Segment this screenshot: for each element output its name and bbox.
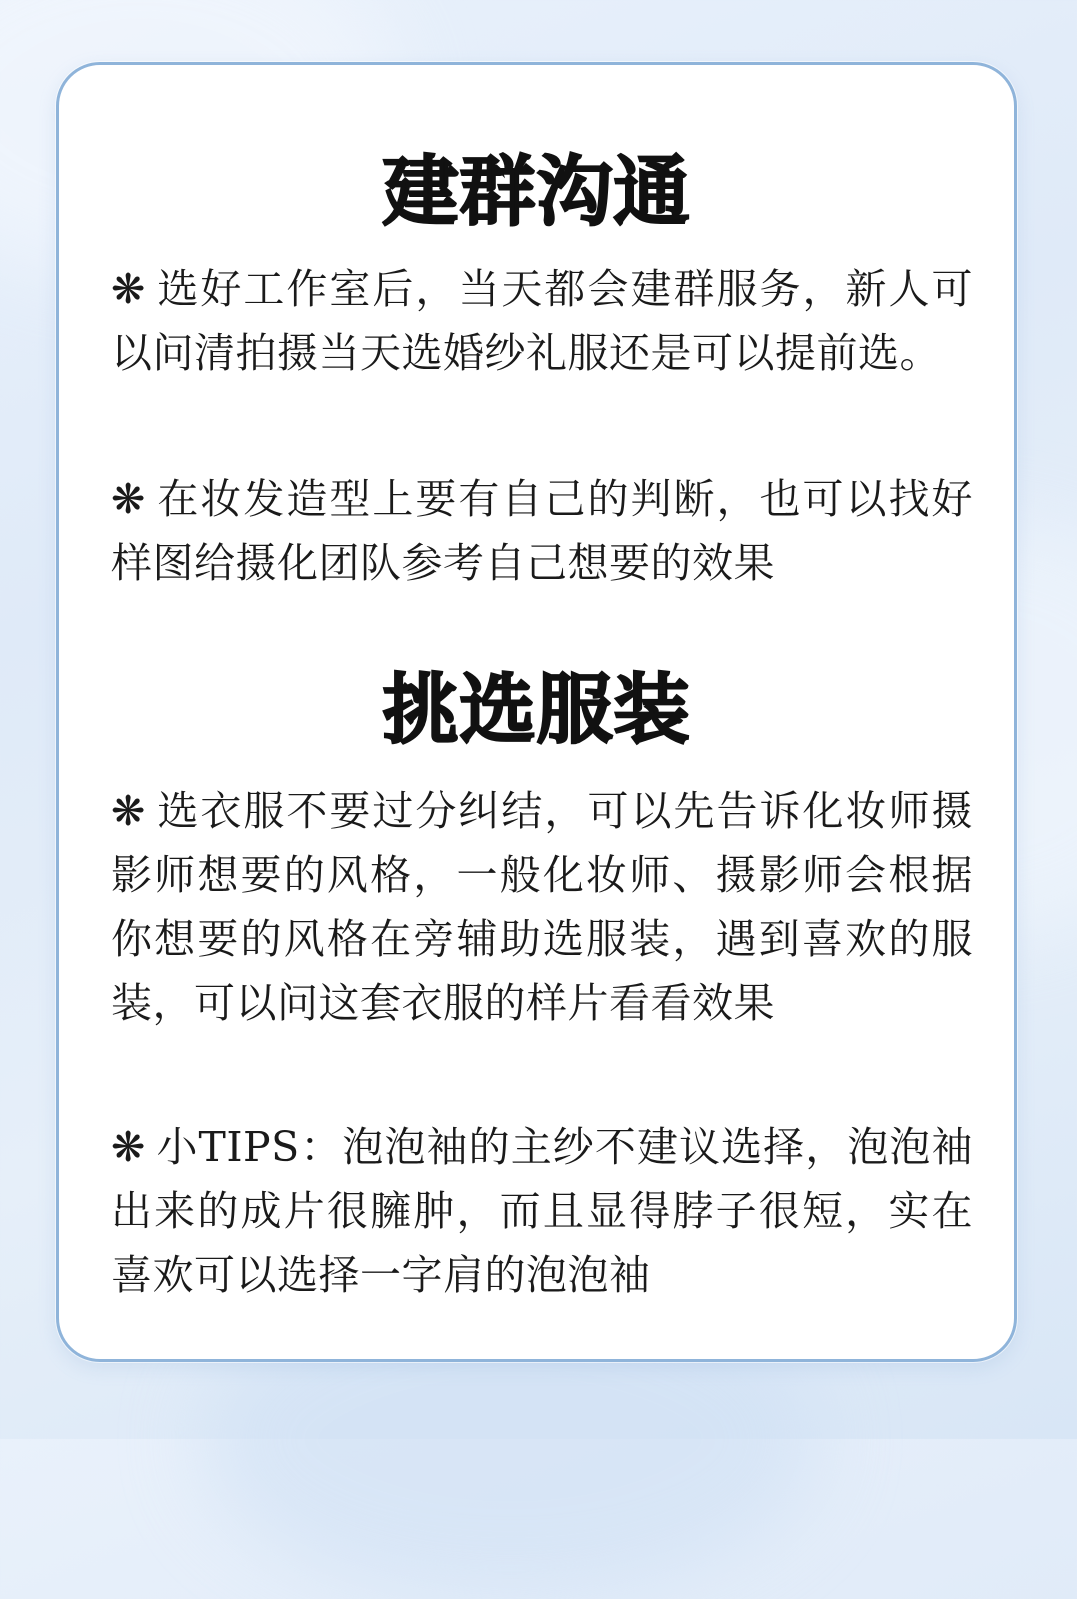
bullet-text: 小TIPS：泡泡袖的主纱不建议选择，泡泡袖出来的成片很臃肿，而且显得脖子很短，实在喜欢可以选择一字肩的泡泡袖 <box>111 1123 973 1299</box>
bullet-text: 选衣服不要过分纠结，可以先告诉化妆师摄影师想要的风格，一般化妆师、摄影师会根据你想要的风格在旁辅助选服装，遇到喜欢的服装，可以问这套衣服的样片看看效果 <box>111 787 973 1027</box>
asterisk-bullet-icon: ❋ <box>111 787 146 835</box>
bullet-paragraph <box>111 1115 973 1307</box>
section-title-choose-outfits: 挑选服装 <box>382 665 691 754</box>
content-card <box>56 62 1017 1362</box>
asterisk-bullet-icon: ❋ <box>111 475 146 523</box>
asterisk-bullet-icon: ❋ <box>111 1123 146 1171</box>
bullet-paragraph <box>111 257 973 385</box>
section-title-group-communication: 建群沟通 <box>382 147 691 236</box>
bullet-paragraph <box>111 779 973 1035</box>
bullet-paragraph <box>111 467 973 595</box>
asterisk-bullet-icon: ❋ <box>111 265 146 313</box>
bullet-text: 在妆发造型上要有自己的判断，也可以找好样图给摄化团队参考自己想要的效果 <box>111 475 973 587</box>
bullet-text: 选好工作室后，当天都会建群服务，新人可以问清拍摄当天选婚纱礼服还是可以提前选。 <box>111 265 973 377</box>
